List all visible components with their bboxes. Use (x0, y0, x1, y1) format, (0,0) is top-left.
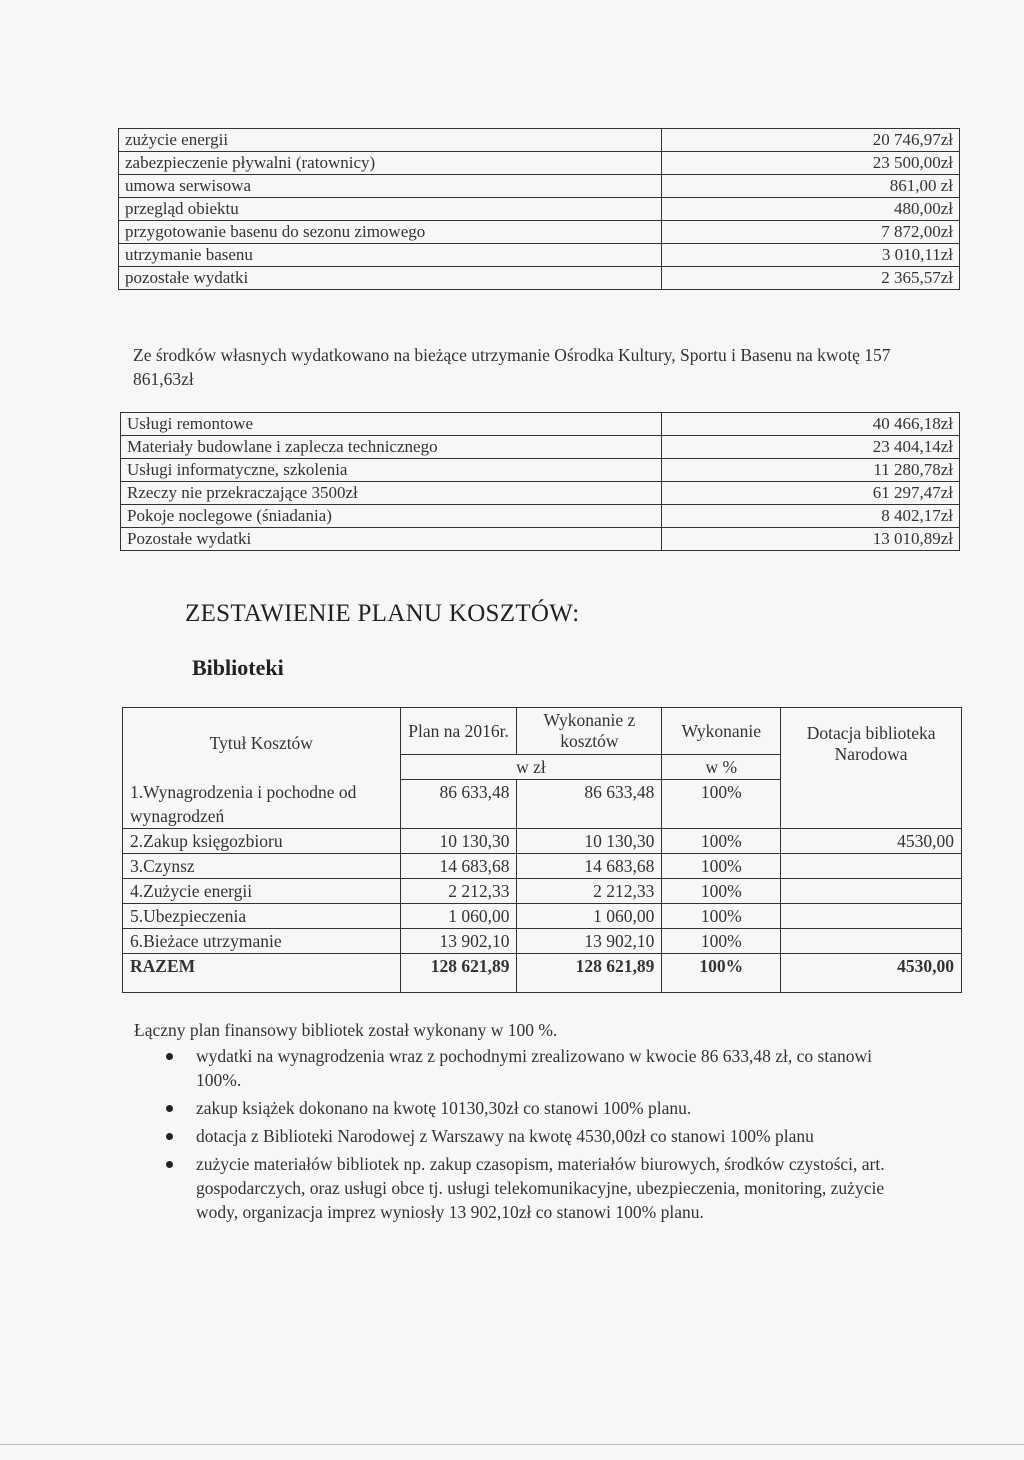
total-pct: 100% (662, 954, 781, 993)
table-row (121, 413, 960, 436)
row-grant (781, 854, 962, 879)
table-row (123, 780, 962, 829)
total-exec: 128 621,89 (517, 954, 662, 993)
cost-value: 20 746,97zł (662, 129, 960, 152)
table-row (121, 459, 960, 482)
table-row (119, 221, 960, 244)
table-row (121, 436, 960, 459)
cost-label: Usługi informatyczne, szkolenia (121, 459, 662, 482)
row-grant: 4530,00 (781, 829, 962, 854)
cost-value: 40 466,18zł (662, 413, 960, 436)
table-row (119, 175, 960, 198)
row-title: 6.Bieżace utrzymanie (123, 929, 401, 954)
cost-value: 480,00zł (662, 198, 960, 221)
header-exec-pct: Wykonanie (662, 708, 781, 755)
list-item (134, 1096, 914, 1120)
summary-list (134, 1044, 914, 1224)
list-item (134, 1124, 914, 1148)
cost-label: Pokoje noclegowe (śniadania) (121, 505, 662, 528)
row-plan: 86 633,48 (400, 780, 517, 829)
table-row (123, 854, 962, 879)
table-row (119, 244, 960, 267)
row-pct: 100% (662, 929, 781, 954)
list-item-text: zużycie materiałów bibliotek np. zakup czasopism, materiałów biurowych, środków czystości, art. gospodarczych, oraz usługi obce tj. usługi telekomunikacyjne, ubezpieczenia, monitoring, zużycie wody, organizacja imprez wyniosły 13 902,10zł co stanowi 100% planu. (196, 1154, 885, 1222)
header-plan: Plan na 2016r. (400, 708, 517, 755)
row-title: 4.Zużycie energii (123, 879, 401, 904)
row-grant (781, 879, 962, 904)
cost-label: Usługi remontowe (121, 413, 662, 436)
cost-value: 11 280,78zł (662, 459, 960, 482)
cost-label: zabezpieczenie pływalni (ratownicy) (119, 152, 662, 175)
table-row (123, 929, 962, 954)
table-row (121, 505, 960, 528)
cost-label: pozostałe wydatki (119, 267, 662, 290)
total-plan: 128 621,89 (400, 954, 517, 993)
row-title: 1.Wynagrodzenia i pochodne od wynagrodzeń (123, 780, 401, 829)
unit-zl: w zł (400, 755, 662, 780)
bullet-icon (166, 1105, 173, 1112)
header-grant: Dotacja biblioteka Narodowa (781, 708, 962, 780)
row-title: 5.Ubezpieczenia (123, 904, 401, 929)
section-title: ZESTAWIENIE PLANU KOSZTÓW: (185, 600, 580, 627)
row-pct: 100% (662, 780, 781, 829)
row-plan: 10 130,30 (400, 829, 517, 854)
table-row (123, 879, 962, 904)
row-exec: 10 130,30 (517, 829, 662, 854)
row-title: 2.Zakup księgozbioru (123, 829, 401, 854)
section-subtitle: Biblioteki (192, 655, 284, 680)
total-grant: 4530,00 (781, 954, 962, 993)
row-title: 3.Czynsz (123, 854, 401, 879)
own-funds-paragraph: Ze środków własnych wydatkowano na bieżące utrzymanie Ośrodka Kultury, Sportu i Basenu na kwotę 157 861,63zł (133, 345, 891, 389)
header-title: Tytuł Kosztów (123, 708, 401, 780)
row-plan: 14 683,68 (400, 854, 517, 879)
row-exec: 13 902,10 (517, 929, 662, 954)
own-costs-table (120, 412, 960, 551)
summary-intro: Łączny plan finansowy bibliotek został wykonany w 100 %. (134, 1020, 558, 1040)
bullet-icon (166, 1161, 173, 1168)
cost-value: 13 010,89zł (662, 528, 960, 551)
table-header-row (123, 708, 962, 755)
cost-value: 861,00 zł (662, 175, 960, 198)
total-title: RAZEM (123, 954, 401, 993)
row-exec: 14 683,68 (517, 854, 662, 879)
row-pct: 100% (662, 854, 781, 879)
cost-label: Rzeczy nie przekraczające 3500zł (121, 482, 662, 505)
cost-value: 8 402,17zł (662, 505, 960, 528)
row-grant (781, 904, 962, 929)
cost-label: Pozostałe wydatki (121, 528, 662, 551)
table-row (119, 152, 960, 175)
table-row (123, 904, 962, 929)
list-item-text: wydatki na wynagrodzenia wraz z pochodnymi zrealizowano w kwocie 86 633,48 zł, co stanowi 100%. (196, 1046, 872, 1090)
list-item-text: dotacja z Biblioteki Narodowej z Warszawy na kwotę 4530,00zł co stanowi 100% planu (196, 1126, 814, 1146)
table-row (119, 198, 960, 221)
row-pct: 100% (662, 879, 781, 904)
row-exec: 86 633,48 (517, 780, 662, 829)
page-divider (0, 1444, 1024, 1445)
cost-label: zużycie energii (119, 129, 662, 152)
cost-value: 23 500,00zł (662, 152, 960, 175)
row-plan: 1 060,00 (400, 904, 517, 929)
library-plan-table (122, 707, 962, 993)
list-item-text: zakup książek dokonano na kwotę 10130,30zł co stanowi 100% planu. (196, 1098, 692, 1118)
cost-label: umowa serwisowa (119, 175, 662, 198)
table-row (119, 267, 960, 290)
bullet-icon (166, 1133, 173, 1140)
cost-value: 3 010,11zł (662, 244, 960, 267)
row-grant (781, 780, 962, 829)
table-row (119, 129, 960, 152)
row-plan: 13 902,10 (400, 929, 517, 954)
summary-section (134, 1018, 914, 1228)
cost-label: przegląd obiektu (119, 198, 662, 221)
row-exec: 2 212,33 (517, 879, 662, 904)
cost-label: utrzymanie basenu (119, 244, 662, 267)
cost-label: Materiały budowlane i zaplecza technicznego (121, 436, 662, 459)
row-exec: 1 060,00 (517, 904, 662, 929)
bullet-icon (166, 1053, 173, 1060)
table-row (123, 829, 962, 854)
unit-pct: w % (662, 755, 781, 780)
row-grant (781, 929, 962, 954)
cost-value: 61 297,47zł (662, 482, 960, 505)
pool-costs-table (118, 128, 960, 290)
list-item (134, 1152, 914, 1224)
table-row (121, 482, 960, 505)
total-row (123, 954, 962, 993)
cost-value: 2 365,57zł (662, 267, 960, 290)
row-pct: 100% (662, 829, 781, 854)
cost-value: 7 872,00zł (662, 221, 960, 244)
row-plan: 2 212,33 (400, 879, 517, 904)
list-item (134, 1044, 914, 1092)
cost-value: 23 404,14zł (662, 436, 960, 459)
table-row (121, 528, 960, 551)
header-exec: Wykonanie z kosztów (517, 708, 662, 755)
row-pct: 100% (662, 904, 781, 929)
cost-label: przygotowanie basenu do sezonu zimowego (119, 221, 662, 244)
